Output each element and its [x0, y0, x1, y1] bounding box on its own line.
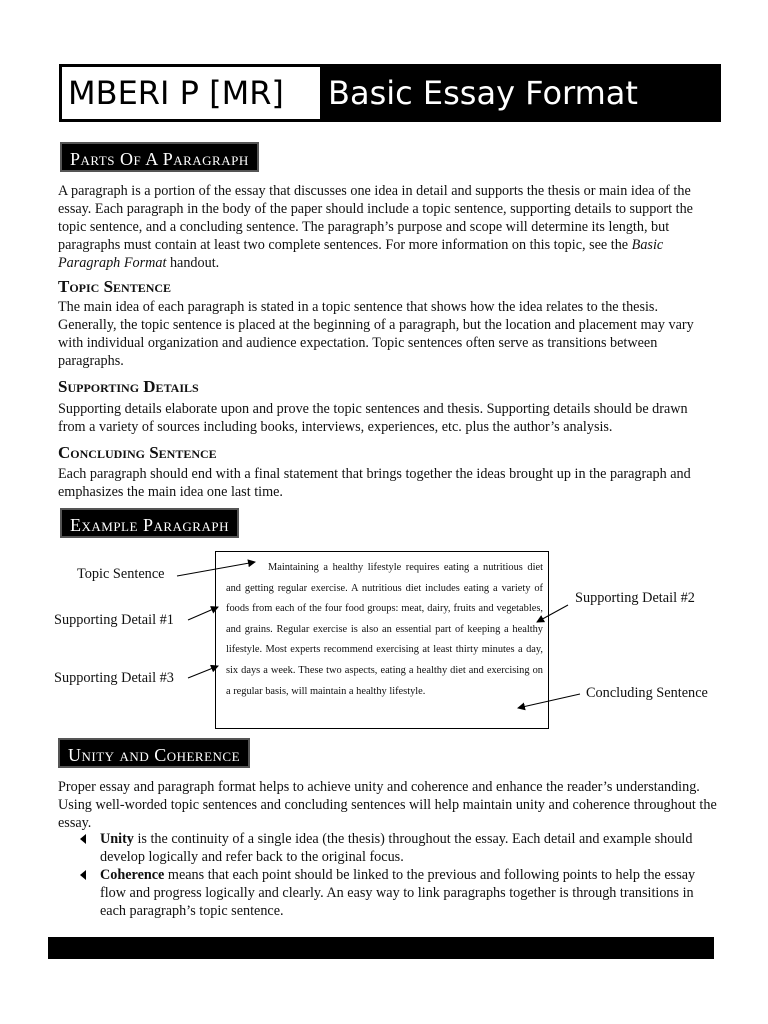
- author-label: MBERI P [MR]: [62, 67, 320, 119]
- concluding-sentence-heading: Concluding Sentence: [58, 443, 217, 462]
- supporting-details-heading: Supporting Details: [58, 377, 199, 396]
- parts-body-post: handout.: [166, 255, 220, 271]
- parts-body-link-text: Basic Paragraph Format: [58, 237, 664, 271]
- page-title: Basic Essay Format: [320, 67, 718, 119]
- bullet-coherence: [70, 866, 720, 920]
- unity-coherence-body: Proper essay and paragraph format helps to achieve unity and coherence and enhance the reader’s understanding. Using well-worded topic sentences and concluding sentences will help maintain unity and coherence throughout the essay.: [58, 779, 717, 831]
- label-supporting-detail-3: Supporting Detail #3: [54, 670, 174, 686]
- example-paragraph-heading: Example Paragraph: [60, 508, 239, 538]
- supporting-details-body: Supporting details elaborate upon and prove the topic sentences and thesis. Supporting details should be drawn from a variety of sources including books, interviews, experiences, etc. plus the author’s analysis.: [58, 401, 688, 435]
- example-paragraph-text: Maintaining a healthy lifestyle requires eating a nutritious diet and getting regular exercise. A nutritious diet includes eating a variety of foods from each of the four food groups: meat, dairy, fruits and vegetables, and grains. Regular exercise is also an essential part of keeping a healthy lifestyle. Most experts recommend exercising at least thirty minutes a day, six days a week. These two aspects, eating a healthy diet and exercising on a regular basis, will maintain a healthy lifestyle.: [226, 562, 543, 697]
- bullet-arrow-icon: [80, 834, 86, 844]
- bullet-coherence-term: Coherence: [100, 867, 165, 883]
- label-concluding-sentence: Concluding Sentence: [586, 685, 708, 701]
- bullet-arrow-icon: [80, 870, 86, 880]
- label-supporting-detail-2: Supporting Detail #2: [575, 590, 695, 606]
- arrow-supporting-detail-2: [537, 605, 568, 622]
- arrow-supporting-detail-3: [188, 666, 218, 678]
- label-supporting-detail-1: Supporting Detail #1: [54, 612, 174, 628]
- arrow-topic-sentence: [177, 562, 255, 576]
- bullet-unity-text: is the continuity of a single idea (the thesis) throughout the essay. Each detail and example should develop logically and refer back to the original focus.: [100, 831, 693, 865]
- bullet-unity-term: Unity: [100, 831, 134, 847]
- bullet-coherence-text: means that each point should be linked to the previous and following points to help the essay flow and progress logically and clearly. An easy way to link paragraphs together is through transitions in each paragraph’s topic sentence.: [100, 867, 696, 919]
- bullet-unity: [70, 830, 720, 866]
- arrow-supporting-detail-1: [188, 607, 218, 620]
- parts-of-paragraph-heading: Parts Of A Paragraph: [60, 142, 259, 172]
- topic-sentence-body: The main idea of each paragraph is stated in a topic sentence that shows how the idea relates to the thesis. Generally, the topic sentence is placed at the beginning of a paragraph, but the location and placement may vary with individual organization and audience expectation. Topic sentences often serve as transitions between paragraphs.: [58, 299, 694, 369]
- unity-coherence-bullets: [70, 830, 720, 920]
- label-topic-sentence: Topic Sentence: [77, 566, 165, 582]
- parts-body-pre: A paragraph is a portion of the essay that discusses one idea in detail and supports the thesis or main idea of the essay. Each paragraph in the body of the paper should include a topic sentence, supporting details to support the topic sentence, and a concluding sentence. The paragraph’s purpose and scope will determine its length, but paragraphs must contain at least two complete sentences. For more information on this topic, see the: [58, 183, 693, 253]
- footer-bar: [48, 937, 714, 959]
- concluding-sentence-body: Each paragraph should end with a final statement that brings together the ideas brought up in the paragraph and emphasizes the main idea one last time.: [58, 466, 691, 500]
- arrow-concluding-sentence: [518, 694, 580, 708]
- unity-coherence-heading: Unity and Coherence: [58, 738, 250, 768]
- topic-sentence-heading: Topic Sentence: [58, 277, 172, 296]
